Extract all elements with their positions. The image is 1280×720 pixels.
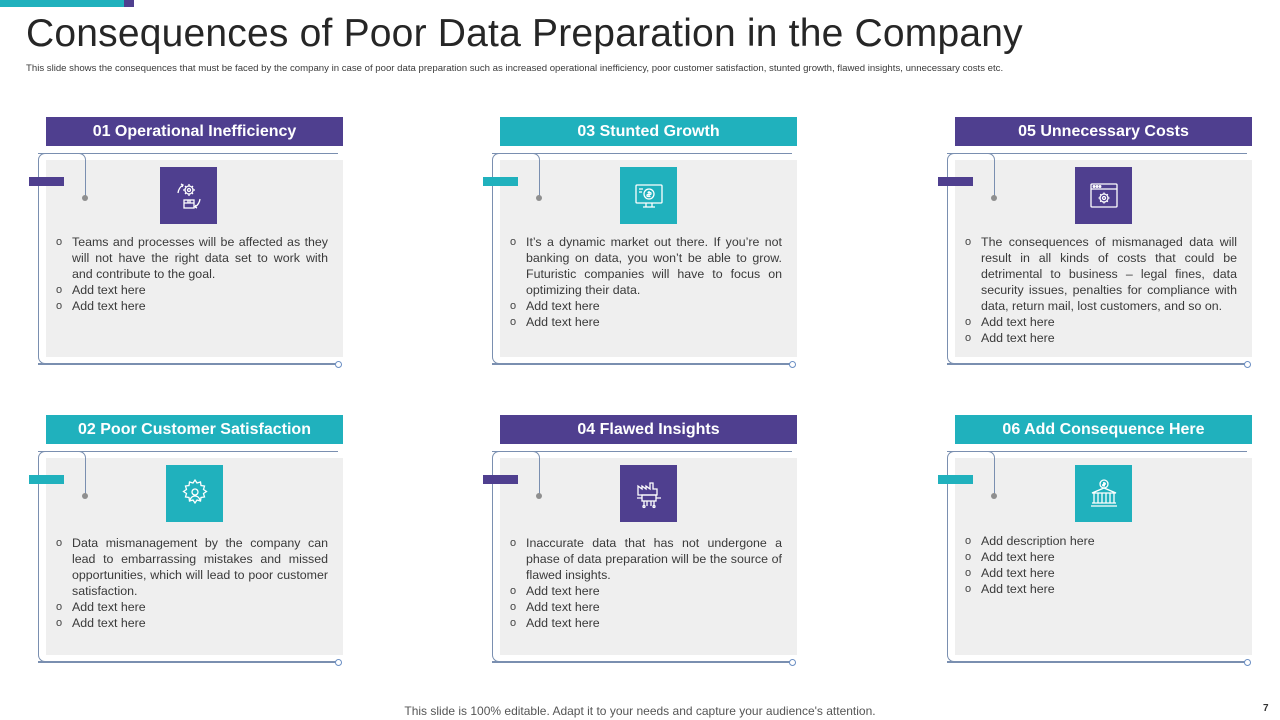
list-item: o Add text here [965, 565, 1237, 581]
card-tab [483, 177, 518, 186]
list-item: o Add text here [510, 615, 782, 631]
list-item: o Add text here [56, 298, 328, 314]
card-bracket-line [947, 363, 1244, 365]
card-connector [492, 451, 540, 497]
page-title: Consequences of Poor Data Preparation in the Company [26, 12, 1023, 55]
card-connector [947, 451, 995, 497]
card-tab [938, 475, 973, 484]
list-item: o Add text here [510, 599, 782, 615]
list-item: o Add text here [510, 314, 782, 330]
connector-end-dot [335, 659, 342, 666]
card-unnecessary-costs [955, 117, 1280, 377]
card-bracket-line [492, 661, 789, 663]
card-bullets [56, 234, 328, 314]
browser-gear-icon [1075, 167, 1132, 224]
card-poor-customer-satisfaction [46, 415, 386, 675]
connector-dot [82, 195, 88, 201]
card-bullets [56, 535, 328, 631]
list-item: o Add text here [510, 298, 782, 314]
connector-end-dot [335, 361, 342, 368]
list-item: o Add text here [56, 282, 328, 298]
gear-person-icon [166, 465, 223, 522]
list-item: o Teams and processes will be affected as they will not have the right data set to work with and contribute to the goal. [56, 234, 328, 282]
list-item: o Add text here [965, 549, 1237, 565]
card-bracket-line [38, 363, 335, 365]
card-stunted-growth [500, 117, 840, 377]
monitor-dollar-icon [620, 167, 677, 224]
accent-bar-teal [0, 0, 124, 7]
list-item: o Add text here [965, 314, 1237, 330]
card-bullets [510, 234, 782, 330]
card-tab [938, 177, 973, 186]
gear-cycle-box-icon [160, 167, 217, 224]
connector-end-dot [789, 361, 796, 368]
bank-dollar-icon [1075, 465, 1132, 522]
connector-dot [991, 195, 997, 201]
card-connector [947, 153, 995, 199]
list-item: o It’s a dynamic market out there. If you’re not banking on data, you won’t be able to grow. Futuristic companies will have to focus on optimizing their data. [510, 234, 782, 298]
list-item: o Add description here [965, 533, 1237, 549]
card-bracket-line [492, 363, 789, 365]
card-bullets [965, 533, 1237, 597]
page-subtitle: This slide shows the consequences that must be faced by the company in case of poor data preparation such as increased operational inefficiency, poor customer satisfaction, stunted growth, flawed insights, unnecessary costs etc. [26, 63, 1004, 74]
connector-dot [536, 195, 542, 201]
footer-note: This slide is 100% editable. Adapt it to your needs and capture your audience's attention. [404, 704, 876, 718]
list-item: o Data mismanagement by the company can lead to embarrassing mistakes and missed opportunities, which will lead to poor customer satisfaction. [56, 535, 328, 599]
connector-end-dot [1244, 659, 1251, 666]
card-connector [492, 153, 540, 199]
list-item: o Inaccurate data that has not undergone a phase of data preparation will be the source of flawed insights. [510, 535, 782, 583]
card-connector [38, 451, 86, 497]
connector-dot [82, 493, 88, 499]
card-tab [29, 475, 64, 484]
list-item: o Add text here [965, 330, 1237, 346]
card-bracket-line [947, 661, 1244, 663]
list-item: o Add text here [56, 615, 328, 631]
list-item: o Add text here [56, 599, 328, 615]
card-connector [38, 153, 86, 199]
card-heading: 01 Operational Inefficiency [46, 117, 343, 146]
card-flawed-insights [500, 415, 840, 675]
connector-dot [991, 493, 997, 499]
card-bracket-line [38, 661, 335, 663]
card-tab [29, 177, 64, 186]
card-bullets [510, 535, 782, 631]
page-number: 7 [1263, 703, 1269, 714]
card-add-consequence [955, 415, 1280, 675]
card-heading: 03 Stunted Growth [500, 117, 797, 146]
list-item: o Add text here [965, 581, 1237, 597]
card-tab [483, 475, 518, 484]
card-heading: 04 Flawed Insights [500, 415, 797, 444]
connector-end-dot [789, 659, 796, 666]
accent-bar-purple [124, 0, 134, 7]
card-heading: 05 Unnecessary Costs [955, 117, 1252, 146]
list-item: o Add text here [510, 583, 782, 599]
card-operational-inefficiency [46, 117, 386, 377]
chip-factory-icon [620, 465, 677, 522]
card-heading: 06 Add Consequence Here [955, 415, 1252, 444]
connector-dot [536, 493, 542, 499]
card-bullets [965, 234, 1237, 346]
list-item: o The consequences of mismanaged data will result in all kinds of costs that could be detrimental to business – legal fines, data security issues, penalties for compliance with data, return mail, lost customers, and so on. [965, 234, 1237, 314]
card-heading: 02 Poor Customer Satisfaction [46, 415, 343, 444]
connector-end-dot [1244, 361, 1251, 368]
